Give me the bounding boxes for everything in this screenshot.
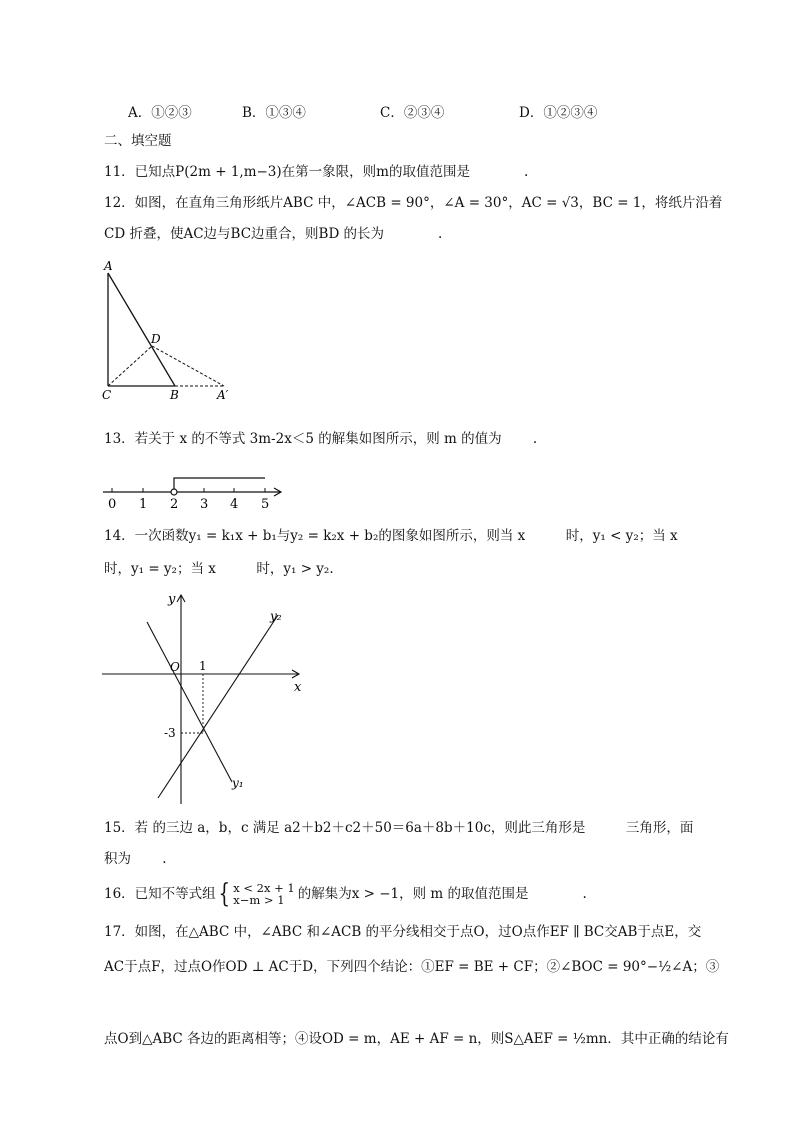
y-axis-label: y bbox=[168, 592, 176, 607]
tick-label-4: 4 bbox=[230, 497, 239, 512]
tick-label-2: 2 bbox=[170, 497, 179, 512]
segment-cd bbox=[108, 346, 152, 386]
tick-label-5: 5 bbox=[261, 497, 270, 512]
question-17-line1: 17．如图，在△ABC 中，∠ABC 和∠ACB 的平分线相交于点O，过O点作EF ∥ BC交AB于点E，交 bbox=[104, 924, 702, 940]
inequality-1: x < 2x + 1 bbox=[233, 881, 295, 895]
segment-ab bbox=[108, 273, 175, 386]
question-17-line2: AC于点F，过点O作OD ⊥ AC于D，下列四个结论：①EF = BE + CF；②∠BOC = 90°−½∠A；③ bbox=[104, 959, 720, 975]
question-12-line1: 12．如图，在直角三角形纸片ABC 中，∠ACB = 90°，∠A = 30°，AC = √3，BC = 1，将纸片沿着 bbox=[104, 195, 723, 211]
solution-bracket bbox=[174, 478, 265, 490]
label-y1: y₁ bbox=[232, 776, 244, 790]
inequality-system bbox=[233, 882, 295, 906]
linear-functions-graph bbox=[98, 590, 308, 810]
question-16-suffix: 的解集为x > −1，则 m 的取值范围是 . bbox=[297, 886, 587, 902]
label-a-prime: A′ bbox=[217, 388, 229, 402]
question-16 bbox=[104, 880, 587, 908]
label-b: B bbox=[170, 388, 179, 402]
option-c: C．②③④ bbox=[380, 105, 445, 121]
triangle-figure bbox=[96, 258, 246, 403]
label-y2: y₂ bbox=[270, 609, 282, 623]
y-mark-label: -3 bbox=[164, 726, 176, 740]
question-16-prefix: 16．已知不等式组 bbox=[104, 886, 216, 902]
origin-label: O bbox=[170, 660, 180, 674]
option-b: B．①③④ bbox=[242, 105, 306, 121]
section-heading: 二、填空题 bbox=[104, 133, 172, 149]
question-17-line3: 点O到△ABC 各边的距离相等；④设OD = m，AE + AF = n，则S△AEF = ½mn．其中正确的结论有 bbox=[104, 1031, 729, 1047]
option-a: A．①②③ bbox=[128, 105, 192, 121]
question-12-line2: CD 折叠，使AC边与BC边重合，则BD 的长为 . bbox=[104, 226, 443, 242]
question-15-line2: 积为 . bbox=[104, 851, 167, 867]
label-c: C bbox=[102, 388, 112, 402]
inequality-2: x−m > 1 bbox=[233, 893, 285, 907]
tick-label-3: 3 bbox=[200, 497, 209, 512]
question-14-line2: 时，y₁ = y₂；当 x 时，y₁ > y₂. bbox=[104, 561, 334, 577]
line-y2 bbox=[158, 615, 278, 798]
option-d: D．①②③④ bbox=[519, 105, 598, 121]
label-d: D bbox=[151, 332, 161, 346]
tick-label-1: 1 bbox=[139, 497, 148, 512]
tick-label-0: 0 bbox=[108, 497, 117, 512]
question-11: 11．已知点P(2m + 1,m−3)在第一象限，则m的取值范围是 . bbox=[104, 164, 529, 180]
question-14-line1: 14．一次函数y₁ = k₁x + b₁与y₂ = k₂x + b₂的图象如图所示，则当 x 时，y₁ < y₂；当 x bbox=[104, 528, 678, 544]
x-mark-label: 1 bbox=[199, 659, 207, 673]
x-axis-label: x bbox=[294, 680, 302, 695]
question-15-line1: 15．若 的三边 a，b，c 满足 a2＋b2＋c2＋50＝6a＋8b＋10c，则此三角形是 三角形，面 bbox=[104, 820, 694, 836]
number-line bbox=[100, 470, 290, 512]
label-a: A bbox=[104, 259, 113, 273]
question-13: 13．若关于 x 的不等式 3m-2x＜5 的解集如图所示，则 m 的值为 . bbox=[104, 431, 538, 447]
line-y1 bbox=[147, 622, 232, 782]
open-circle bbox=[171, 489, 177, 495]
brace-icon: { bbox=[218, 879, 230, 909]
